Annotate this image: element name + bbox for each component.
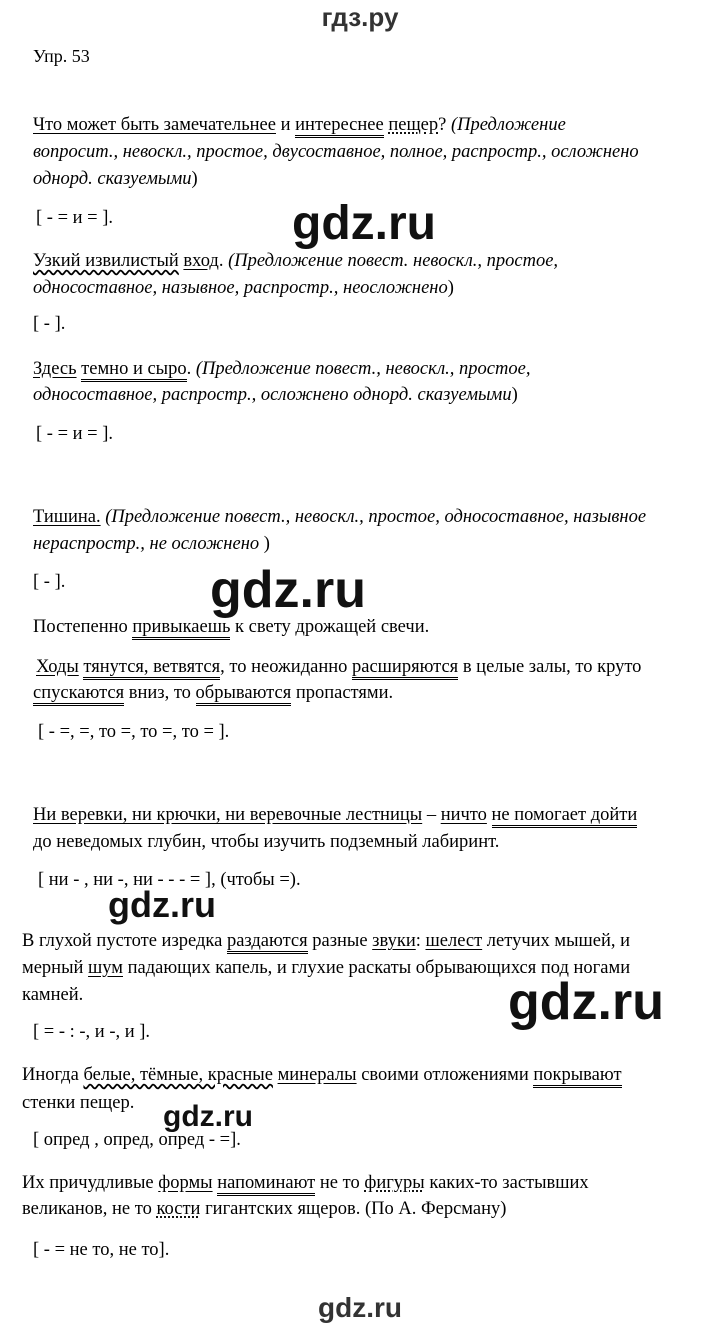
s8-subject: шелест: [425, 931, 483, 951]
s7-text: [487, 805, 492, 825]
s4-note: (Предложение повест., невоскл., простое, односоставное, назывное: [100, 507, 647, 527]
s7-scheme: [ ни - , ни -, ни - - - = ], (чтобы =).: [38, 870, 301, 890]
s9-subject: минералы: [277, 1065, 357, 1085]
s3-scheme: [ - = и = ].: [36, 424, 113, 444]
s3-note: (Предложение повест., невоскл., простое,: [195, 359, 531, 379]
watermark: gdz.ru: [508, 973, 664, 1031]
s6-line2: [33, 680, 393, 707]
s2-word: Узкий извилистый: [33, 251, 179, 271]
s4-scheme: [ - ].: [33, 572, 66, 592]
s8-line3: камней.: [22, 985, 84, 1005]
s6-line1: [36, 654, 641, 681]
s8-text: :: [415, 931, 426, 951]
s10-text: Их причудливые: [22, 1173, 159, 1193]
s6-scheme: [ - =, =, то =, то =, то = ].: [38, 722, 230, 742]
s1-predicate: интереснее: [295, 115, 384, 138]
s10-predicate: напоминают: [217, 1173, 315, 1196]
s2-text: .: [218, 251, 229, 271]
watermark: gdz.ru: [163, 1100, 253, 1133]
s9-line2: стенки пещер.: [22, 1093, 135, 1113]
s7-subjects: Ни веревки, ни крючки, ни веревочные лестницы: [33, 805, 423, 825]
s5-text: Постепенно: [33, 617, 133, 637]
s6-subject: Ходы: [36, 657, 79, 677]
s1-text: и: [275, 115, 296, 135]
s9-attributes: белые, тёмные, красные: [83, 1065, 273, 1085]
s1-note: (Предложение: [451, 115, 566, 135]
s10-text: не то: [315, 1173, 365, 1193]
s6-text: пропастями.: [291, 683, 394, 703]
s10-line2: [22, 1196, 506, 1223]
s1-note-end: ): [191, 169, 198, 189]
s5-text: к свету дрожащей свечи.: [230, 617, 430, 637]
s2-note: (Предложение повест. невоскл., простое,: [228, 251, 559, 271]
s8-text: разные: [307, 931, 373, 951]
s4-line2: [33, 531, 270, 558]
s5-predicate: привыкаешь: [132, 617, 230, 640]
s2-note-end: ): [447, 278, 454, 298]
s2-line2: [33, 275, 454, 302]
s1-line3: [33, 166, 198, 193]
s1-word: пещер: [388, 115, 439, 135]
s8-scheme: [ = - : -, и -, и ].: [33, 1022, 151, 1042]
watermark: gdz.ru: [292, 197, 436, 250]
s2-subject: вход: [183, 251, 219, 271]
s10-line1: [22, 1170, 589, 1197]
s9-text: своими отложениями: [356, 1065, 534, 1085]
s7-line2: до неведомых глубин, чтобы изучить подземный лабиринт.: [33, 832, 500, 852]
s1-line1: [33, 112, 566, 139]
s3-note-end: ): [511, 385, 518, 405]
s3-predicate: темно и сыро: [81, 359, 186, 382]
s6-predicate: спускаются: [33, 683, 124, 706]
watermark: gdz.ru: [108, 884, 216, 925]
s2-note: односоставное, назывное, распростр., неосложнено: [33, 278, 448, 298]
s7-subject: ничто: [440, 805, 487, 825]
s7-text: –: [422, 805, 441, 825]
s8-text: В глухой пустоте изредка: [22, 931, 227, 951]
s7-predicate: не помогает дойти: [492, 805, 638, 828]
s8-predicate: раздаются: [227, 931, 308, 954]
s8-text: мерный: [22, 958, 89, 978]
s8-text: летучих мышей, и: [482, 931, 631, 951]
s1-line2: вопросит., невоскл., простое, двусоставное, полное, распростр., осложнено: [33, 142, 639, 162]
s2-scheme: [ - ].: [33, 314, 66, 334]
s2-line1: [33, 248, 558, 275]
s6-predicate: обрываются: [196, 683, 292, 706]
s3-note: односоставное, распростр., осложнено однорд. сказуемыми: [33, 385, 512, 405]
s1-word: Что может быть замечательнее: [33, 115, 276, 135]
s9-predicate: покрывают: [533, 1065, 621, 1088]
s10-text: каких-то застывших: [424, 1173, 589, 1193]
s1-text: ?: [438, 115, 451, 135]
s6-text: в целые залы, то круто: [458, 657, 642, 677]
s6-predicate: тянутся, ветвятся: [83, 657, 220, 680]
s10-text: гигантских ящеров. (По А. Ферсману): [200, 1199, 507, 1219]
s10-object: кости: [156, 1199, 201, 1219]
s10-subject: формы: [158, 1173, 213, 1193]
s1-scheme: [ - = и = ].: [36, 208, 113, 228]
s9-text: Иногда: [22, 1065, 84, 1085]
exercise-title: Упр. 53: [33, 46, 90, 66]
s3-line1: [33, 356, 530, 383]
s4-line1: [33, 504, 646, 531]
s9-scheme: [ опред , опред, опред - =].: [33, 1130, 241, 1150]
watermark: gdz.ru: [210, 561, 366, 619]
site-footer[interactable]: gdz.ru: [318, 1292, 402, 1323]
s10-text: великанов, не то: [22, 1199, 157, 1219]
s8-subject: шум: [88, 958, 123, 978]
s4-note-end: ): [259, 534, 270, 554]
s9-line1: [22, 1062, 622, 1089]
s1-note: однорд. сказуемыми: [33, 169, 192, 189]
s8-subject: звуки: [372, 931, 416, 951]
s4-note: нераспростр., не осложнено: [33, 534, 260, 554]
s6-text: вниз, то: [124, 683, 196, 703]
s7-line1: [33, 802, 637, 829]
s6-text: , то неожиданно: [220, 657, 352, 677]
s6-predicate: расширяются: [352, 657, 458, 680]
s10-object: фигуры: [364, 1173, 425, 1193]
s3-text: .: [186, 359, 196, 379]
s3-word: Здесь: [33, 359, 77, 379]
s4-subject: Тишина.: [33, 507, 101, 527]
s10-scheme: [ - = не то, не то].: [33, 1240, 170, 1260]
s3-line2: [33, 382, 518, 409]
site-header[interactable]: гдз.ру: [321, 2, 399, 32]
s8-text: падающих капель, и глухие раскаты обрывающихся под ногами: [123, 958, 631, 978]
s8-line1: [22, 928, 630, 955]
